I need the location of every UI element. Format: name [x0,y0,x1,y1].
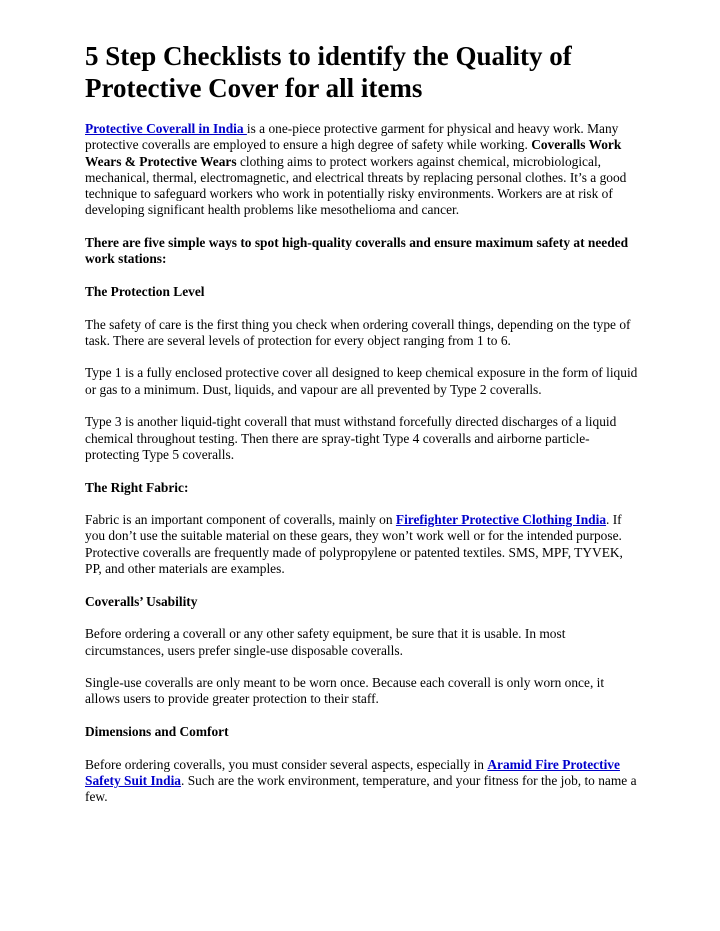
firefighter-clothing-link[interactable]: Firefighter Protective Clothing India [395,512,607,528]
protection-paragraph-1: The safety of care is the first thing you check when ordering coverall things, depending on the type of task. There are several levels of protection for every object ranging from 1 to 6. [85,316,631,348]
page-title: 5 Step Checklists to identify the Quality of Protective Cover for all items [85,41,572,103]
section-heading-dimensions-comfort: Dimensions and Comfort [85,723,229,739]
document-page [85,40,640,822]
fabric-paragraph [85,512,640,577]
usability-paragraph-2: Single-use coveralls are only meant to be worn once. Because each coverall is only worn once, it allows users to provide greater protection to their staff. [85,675,605,707]
fabric-text-1: Fabric is an important component of coveralls, mainly on [85,512,396,528]
protection-paragraph-3: Type 3 is another liquid-tight coverall that must withstand forcefully directed discharges of a liquid chemical throughout testing. Then there are spray-tight Type 4 coveralls and airborne particle-protecting Type 5 coveralls. [85,414,617,462]
section-heading-usability: Coveralls’ Usability [85,593,198,609]
section-heading-protection-level: The Protection Level [85,283,205,299]
dimensions-paragraph [85,757,640,806]
protection-paragraph-2: Type 1 is a fully enclosed protective cover all designed to keep chemical exposure in the form of liquid or gas to a minimum. Dust, liquids, and vapour are all prevented by Type 2 coveralls. [85,365,638,397]
section-heading-right-fabric: The Right Fabric: [85,479,189,495]
intro-bold-text: Coveralls Work Wears & Protective Wears [85,137,622,169]
dimensions-text-2: . Such are the work environment, temperature, and your fitness for the job, to name a few. [85,772,637,805]
protective-coverall-link[interactable]: Protective Coverall in India [85,121,247,136]
lead-paragraph: There are five simple ways to spot high-quality coveralls and ensure maximum safety at needed work stations: [85,235,629,267]
usability-paragraph-1: Before ordering a coverall or any other safety equipment, be sure that it is usable. In most circumstances, users prefer single-use disposable coveralls. [85,626,566,658]
intro-text-2: clothing aims to protect workers against chemical, microbiological, mechanical, thermal, electromagnetic, and electrical threats by replacing personal clothes. It’s a good technique to safeguard workers who work in potentially risky environments. Workers are at risk of developing significant health problems like mesothelioma and cancer. [85,153,627,218]
intro-text-1: is a one-piece protective garment for physical and heavy work. Many protective coveralls are employed to ensure a high degree of safety while working. [85,121,619,153]
fabric-text-2: . If you don’t use the suitable material on these gears, they won’t work well or for the intended purpose. Protective coveralls are frequently made of polypropylene or patented textiles. SMS, MPF, TYVEK, PP, and other materials are examples. [85,512,623,577]
aramid-suit-link[interactable]: Aramid Fire Protective Safety Suit India [85,756,620,788]
dimensions-text-1: Before ordering coveralls, you must consider several aspects, especially in [85,756,488,772]
intro-paragraph [85,121,640,219]
